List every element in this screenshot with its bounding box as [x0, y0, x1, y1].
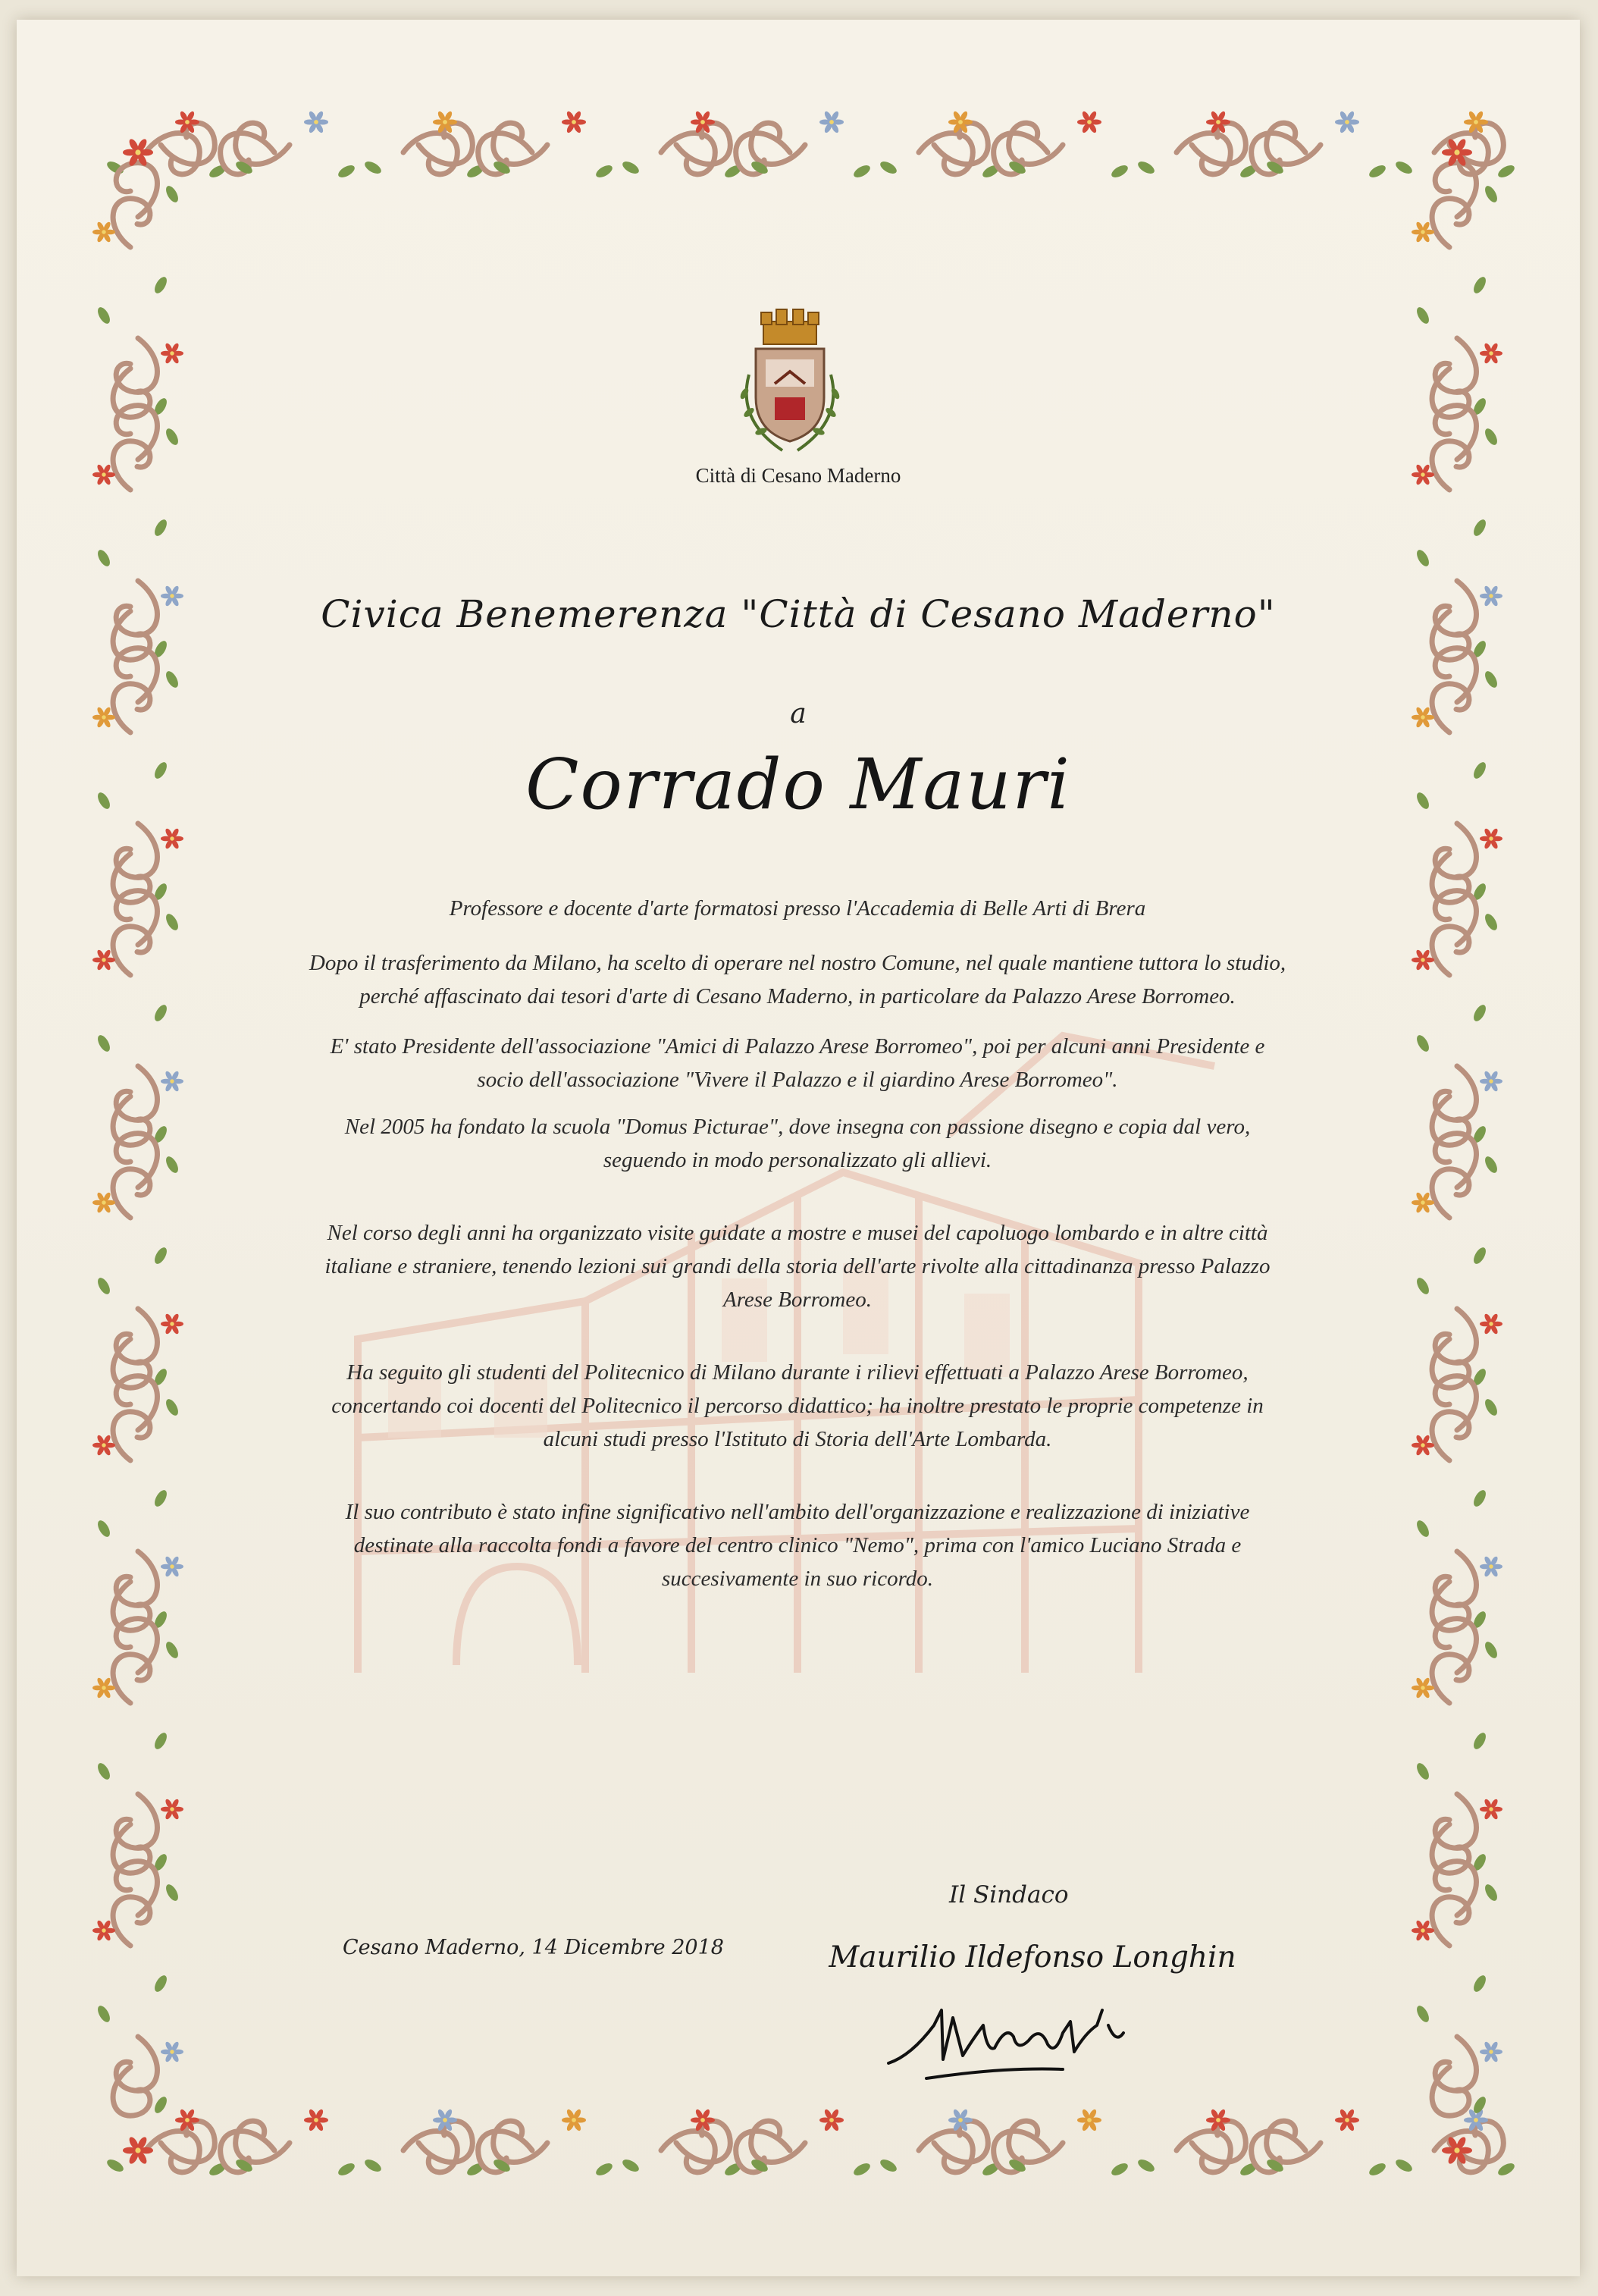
citation-paragraph: Ha seguito gli studenti del Politecnico di Milano durante i rilievi effettuati a Palazzo Arese Borromeo, concertando coi docenti del Politecnico il percorso didattico; ha inoltre prestato le proprie competenze in alcuni studi presso l'Istituto di Storia dell'Arte Lombarda.	[331, 1360, 1264, 1451]
leaf-icon	[1471, 518, 1488, 538]
flower-icon	[1480, 827, 1502, 849]
leaf-icon	[1110, 163, 1130, 180]
leaf-icon	[164, 1640, 180, 1661]
leaf-icon	[152, 1974, 169, 1994]
citation-paragraph: Nel corso degli anni ha organizzato visite guidate a mostre e musei del capoluogo lombardo e in altre città italiane e straniere, tenendo lezioni sui grandi della storia dell'arte rivolte alla cittadinanza presso Palazzo Arese Borromeo.	[324, 1221, 1271, 1312]
leaf-icon	[1136, 2157, 1157, 2174]
leaf-icon	[1496, 2161, 1517, 2178]
leaf-icon	[1471, 1731, 1488, 1752]
leaf-icon	[152, 1488, 169, 1509]
flower-icon	[1335, 2108, 1359, 2131]
leaf-icon	[96, 548, 112, 569]
leaf-icon	[1415, 548, 1431, 569]
citation-body	[305, 892, 1290, 1595]
leaf-icon	[1415, 1519, 1431, 1539]
leaf-icon	[1471, 1974, 1488, 1994]
leaf-icon	[1471, 1003, 1488, 1024]
leaf-icon	[96, 1034, 112, 1054]
leaf-icon	[1483, 912, 1499, 933]
leaf-icon	[363, 2157, 384, 2174]
leaf-icon	[152, 275, 169, 296]
flower-icon	[304, 2108, 328, 2131]
flower-icon	[161, 1798, 183, 1820]
flower-icon	[123, 2135, 153, 2165]
flower-icon	[1480, 2040, 1502, 2062]
leaf-icon	[105, 2157, 126, 2174]
leaf-icon	[1471, 275, 1488, 296]
flower-icon	[161, 1555, 183, 1577]
leaf-icon	[1415, 1761, 1431, 1782]
leaf-icon	[1483, 1155, 1499, 1175]
leaf-icon	[164, 1883, 180, 1903]
leaf-icon	[879, 159, 899, 176]
leaf-icon	[1483, 1883, 1499, 1903]
leaf-icon	[1415, 306, 1431, 326]
leaf-icon	[1394, 159, 1415, 176]
leaf-icon	[852, 163, 873, 180]
leaf-icon	[594, 163, 615, 180]
flower-icon	[562, 2108, 586, 2131]
leaf-icon	[164, 184, 180, 205]
signer-role: Il Sindaco	[949, 1881, 1069, 1909]
city-name: Città di Cesano Maderno	[695, 464, 901, 487]
flower-icon	[1480, 1070, 1502, 1092]
flower-icon	[1480, 1798, 1502, 1820]
flower-icon	[304, 110, 328, 133]
leaf-icon	[1415, 1034, 1431, 1054]
leaf-icon	[879, 2157, 899, 2174]
leaf-icon	[164, 1397, 180, 1418]
leaf-icon	[152, 1246, 169, 1266]
leaf-icon	[1368, 163, 1388, 180]
leaf-icon	[1415, 1276, 1431, 1297]
leaf-icon	[164, 670, 180, 690]
leaf-icon	[164, 912, 180, 933]
leaf-icon	[1483, 1397, 1499, 1418]
leaf-icon	[1483, 184, 1499, 205]
leaf-icon	[152, 518, 169, 538]
flower-icon	[161, 342, 183, 364]
flower-icon	[1335, 110, 1359, 133]
leaf-icon	[1368, 2161, 1388, 2178]
handwritten-signature-icon	[881, 1980, 1169, 2094]
flower-icon	[1480, 1555, 1502, 1577]
award-title: Civica Benemerenza "Città di Cesano Maderno"	[321, 592, 1276, 636]
signer-name: Maurilio Ildefonso Longhin	[829, 1940, 1236, 1974]
leaf-icon	[363, 159, 384, 176]
flower-icon	[161, 1070, 183, 1092]
leaf-icon	[152, 2095, 169, 2116]
flower-icon	[161, 2040, 183, 2062]
flower-icon	[1077, 110, 1101, 133]
flower-icon	[819, 2108, 844, 2131]
city-coat-of-arms-icon	[722, 299, 858, 458]
leaf-icon	[1415, 2004, 1431, 2025]
leaf-icon	[96, 1761, 112, 1782]
flower-icon	[819, 110, 844, 133]
citation-paragraph: Nel 2005 ha fondato la scuola "Domus Picturae", dove insegna con passione disegno e copia dal vero, seguendo in modo personalizzato gli allievi.	[344, 1115, 1251, 1172]
leaf-icon	[594, 2161, 615, 2178]
leaf-icon	[1471, 1246, 1488, 1266]
award-preposition: a	[790, 698, 807, 729]
flower-icon	[161, 1313, 183, 1335]
leaf-icon	[1496, 163, 1517, 180]
leaf-icon	[152, 1731, 169, 1752]
leaf-icon	[96, 2004, 112, 2025]
leaf-icon	[1110, 2161, 1130, 2178]
citation-paragraph: E' stato Presidente dell'associazione "Amici di Palazzo Arese Borromeo", poi per alcuni anni Presidente e socio dell'associazione "Vivere il Palazzo e il giardino Arese Borromeo".	[330, 1034, 1265, 1092]
citation-paragraph: Professore e docente d'arte formatosi presso l'Accademia di Belle Arti di Brera	[449, 896, 1146, 921]
leaf-icon	[1483, 1640, 1499, 1661]
recipient-name: Corrado Mauri	[525, 744, 1071, 825]
leaf-icon	[96, 306, 112, 326]
leaf-icon	[337, 163, 357, 180]
flower-icon	[1077, 2108, 1101, 2131]
certificate-sheet	[17, 20, 1580, 2276]
flower-icon	[562, 110, 586, 133]
leaf-icon	[1394, 2157, 1415, 2174]
citation-paragraph: Dopo il trasferimento da Milano, ha scelto di operare nel nostro Comune, nel quale mantiene tuttora lo studio, perché affascinato dai tesori d'arte di Cesano Maderno, in particolare da Palazzo Arese Borromeo.	[309, 951, 1286, 1008]
flower-icon	[1480, 1313, 1502, 1335]
leaf-icon	[621, 2157, 641, 2174]
citation-paragraph: Il suo contributo è stato infine significativo nell'ambito dell'organizzazione e realizzazione di iniziative destinate alla raccolta fondi a favore del centro clinico "Nemo", prima con l'amico Luciano Strada e succesivamente in suo ricordo.	[345, 1500, 1250, 1591]
leaf-icon	[1136, 159, 1157, 176]
leaf-icon	[852, 2161, 873, 2178]
leaf-icon	[1483, 670, 1499, 690]
leaf-icon	[1471, 1488, 1488, 1509]
flower-icon	[161, 827, 183, 849]
flower-icon	[1480, 342, 1502, 364]
leaf-icon	[164, 1155, 180, 1175]
leaf-icon	[152, 1003, 169, 1024]
leaf-icon	[337, 2161, 357, 2178]
leaf-icon	[621, 159, 641, 176]
leaf-icon	[96, 1276, 112, 1297]
place-and-date: Cesano Maderno, 14 Dicembre 2018	[343, 1936, 724, 1959]
leaf-icon	[164, 427, 180, 447]
leaf-icon	[1483, 427, 1499, 447]
leaf-icon	[96, 1519, 112, 1539]
